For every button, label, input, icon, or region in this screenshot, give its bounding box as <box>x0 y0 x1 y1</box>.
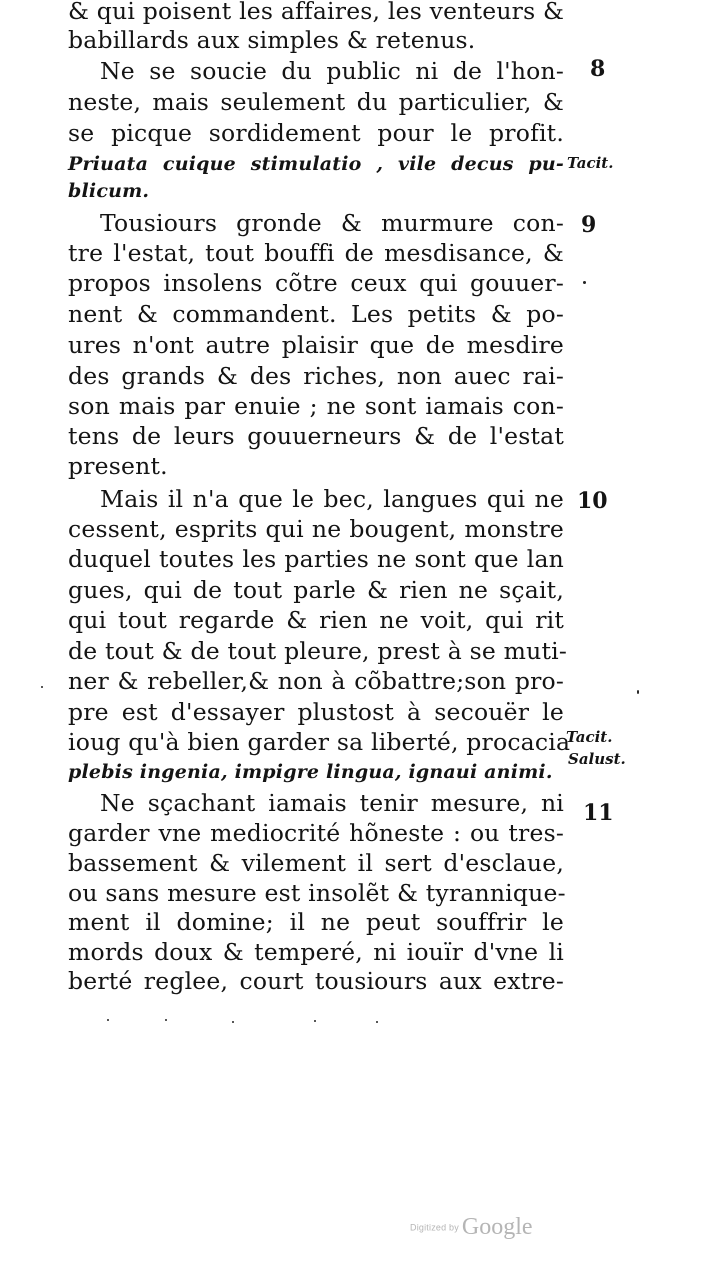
ink-speck <box>583 281 586 284</box>
ink-speck <box>314 1020 316 1022</box>
ink-speck <box>637 690 639 694</box>
text-line: qui tout regarde & rien ne voit, qui rit <box>68 606 564 634</box>
google-logo: Google <box>461 1214 533 1240</box>
ink-speck <box>165 1019 167 1021</box>
text-line: ner & rebeller,& non à cõbattre;son pro- <box>68 667 564 695</box>
margin-citation: Tacit. <box>566 728 613 746</box>
text-line: propos insolens cõtre ceux qui gouuer- <box>68 269 564 297</box>
text-line: pre est d'essayer plustost à secouër le <box>68 698 564 726</box>
text-line: Ne se soucie du public ni de l'hon- <box>100 57 564 85</box>
text-line: nent & commandent. Les petits & po- <box>68 300 564 328</box>
text-line: ment il domine; il ne peut souffrir le <box>68 908 564 936</box>
text-line: tens de leurs gouuerneurs & de l'estat <box>68 422 564 450</box>
ink-speck <box>376 1021 378 1023</box>
ink-speck <box>232 1021 234 1023</box>
text-line: ou sans mesure est insolẽt & tyrannique- <box>68 879 566 907</box>
text-line: Tousiours gronde & murmure con- <box>100 209 564 237</box>
margin-citation: Tacit. <box>567 154 614 172</box>
margin-citation: Salust. <box>568 750 626 768</box>
text-line: & qui poisent les affaires, les venteurs & <box>68 0 565 25</box>
section-number: 11 <box>583 800 614 826</box>
latin-quote-line: Priuata cuique stimulatio , vile decus pu- <box>68 153 564 175</box>
text-line: ioug qu'à bien garder sa liberté, procacia <box>68 728 571 756</box>
text-line: gues, qui de tout parle & rien ne sçait, <box>68 576 564 604</box>
text-line: babillards aux simples & retenus. <box>68 26 476 54</box>
section-number: 10 <box>577 488 608 514</box>
text-line: berté reglee, court tousiours aux extre- <box>68 967 564 995</box>
text-line: cessent, esprits qui ne bougent, monstre <box>68 515 564 543</box>
text-line: bassement & vilement il sert d'esclaue, <box>68 849 564 877</box>
text-line: de tout & de tout pleure, prest à se muti- <box>68 637 567 665</box>
latin-quote-line: plebis ingenia, impigre lingua, ignaui animi. <box>68 761 553 783</box>
text-line: Mais il n'a que le bec, langues qui ne <box>100 485 564 513</box>
latin-quote-line: blicum. <box>68 180 150 202</box>
text-line: ures n'ont autre plaisir que de mesdire <box>68 331 564 359</box>
text-line: Ne sçachant iamais tenir mesure, ni <box>100 789 564 817</box>
section-number: 9 <box>581 212 597 238</box>
text-line: garder vne mediocrité hõneste : ou tres- <box>68 819 564 847</box>
text-line: present. <box>68 452 168 480</box>
ink-speck <box>107 1019 109 1021</box>
digitized-watermark <box>410 1214 560 1244</box>
text-line: mords doux & temperé, ni iouïr d'vne li <box>68 938 564 966</box>
text-line: neste, mais seulement du particulier, & <box>68 88 564 116</box>
ink-speck <box>41 686 43 688</box>
watermark-prefix: Digitized by <box>410 1222 459 1233</box>
text-line: tre l'estat, tout bouffi de mesdisance, & <box>68 239 564 267</box>
text-line: son mais par enuie ; ne sont iamais con- <box>68 392 564 420</box>
text-line: se picque sordidement pour le profit. <box>68 119 564 147</box>
section-number: 8 <box>590 56 606 82</box>
text-line: duquel toutes les parties ne sont que lan <box>68 545 564 573</box>
text-line: des grands & des riches, non auec rai- <box>68 362 564 390</box>
